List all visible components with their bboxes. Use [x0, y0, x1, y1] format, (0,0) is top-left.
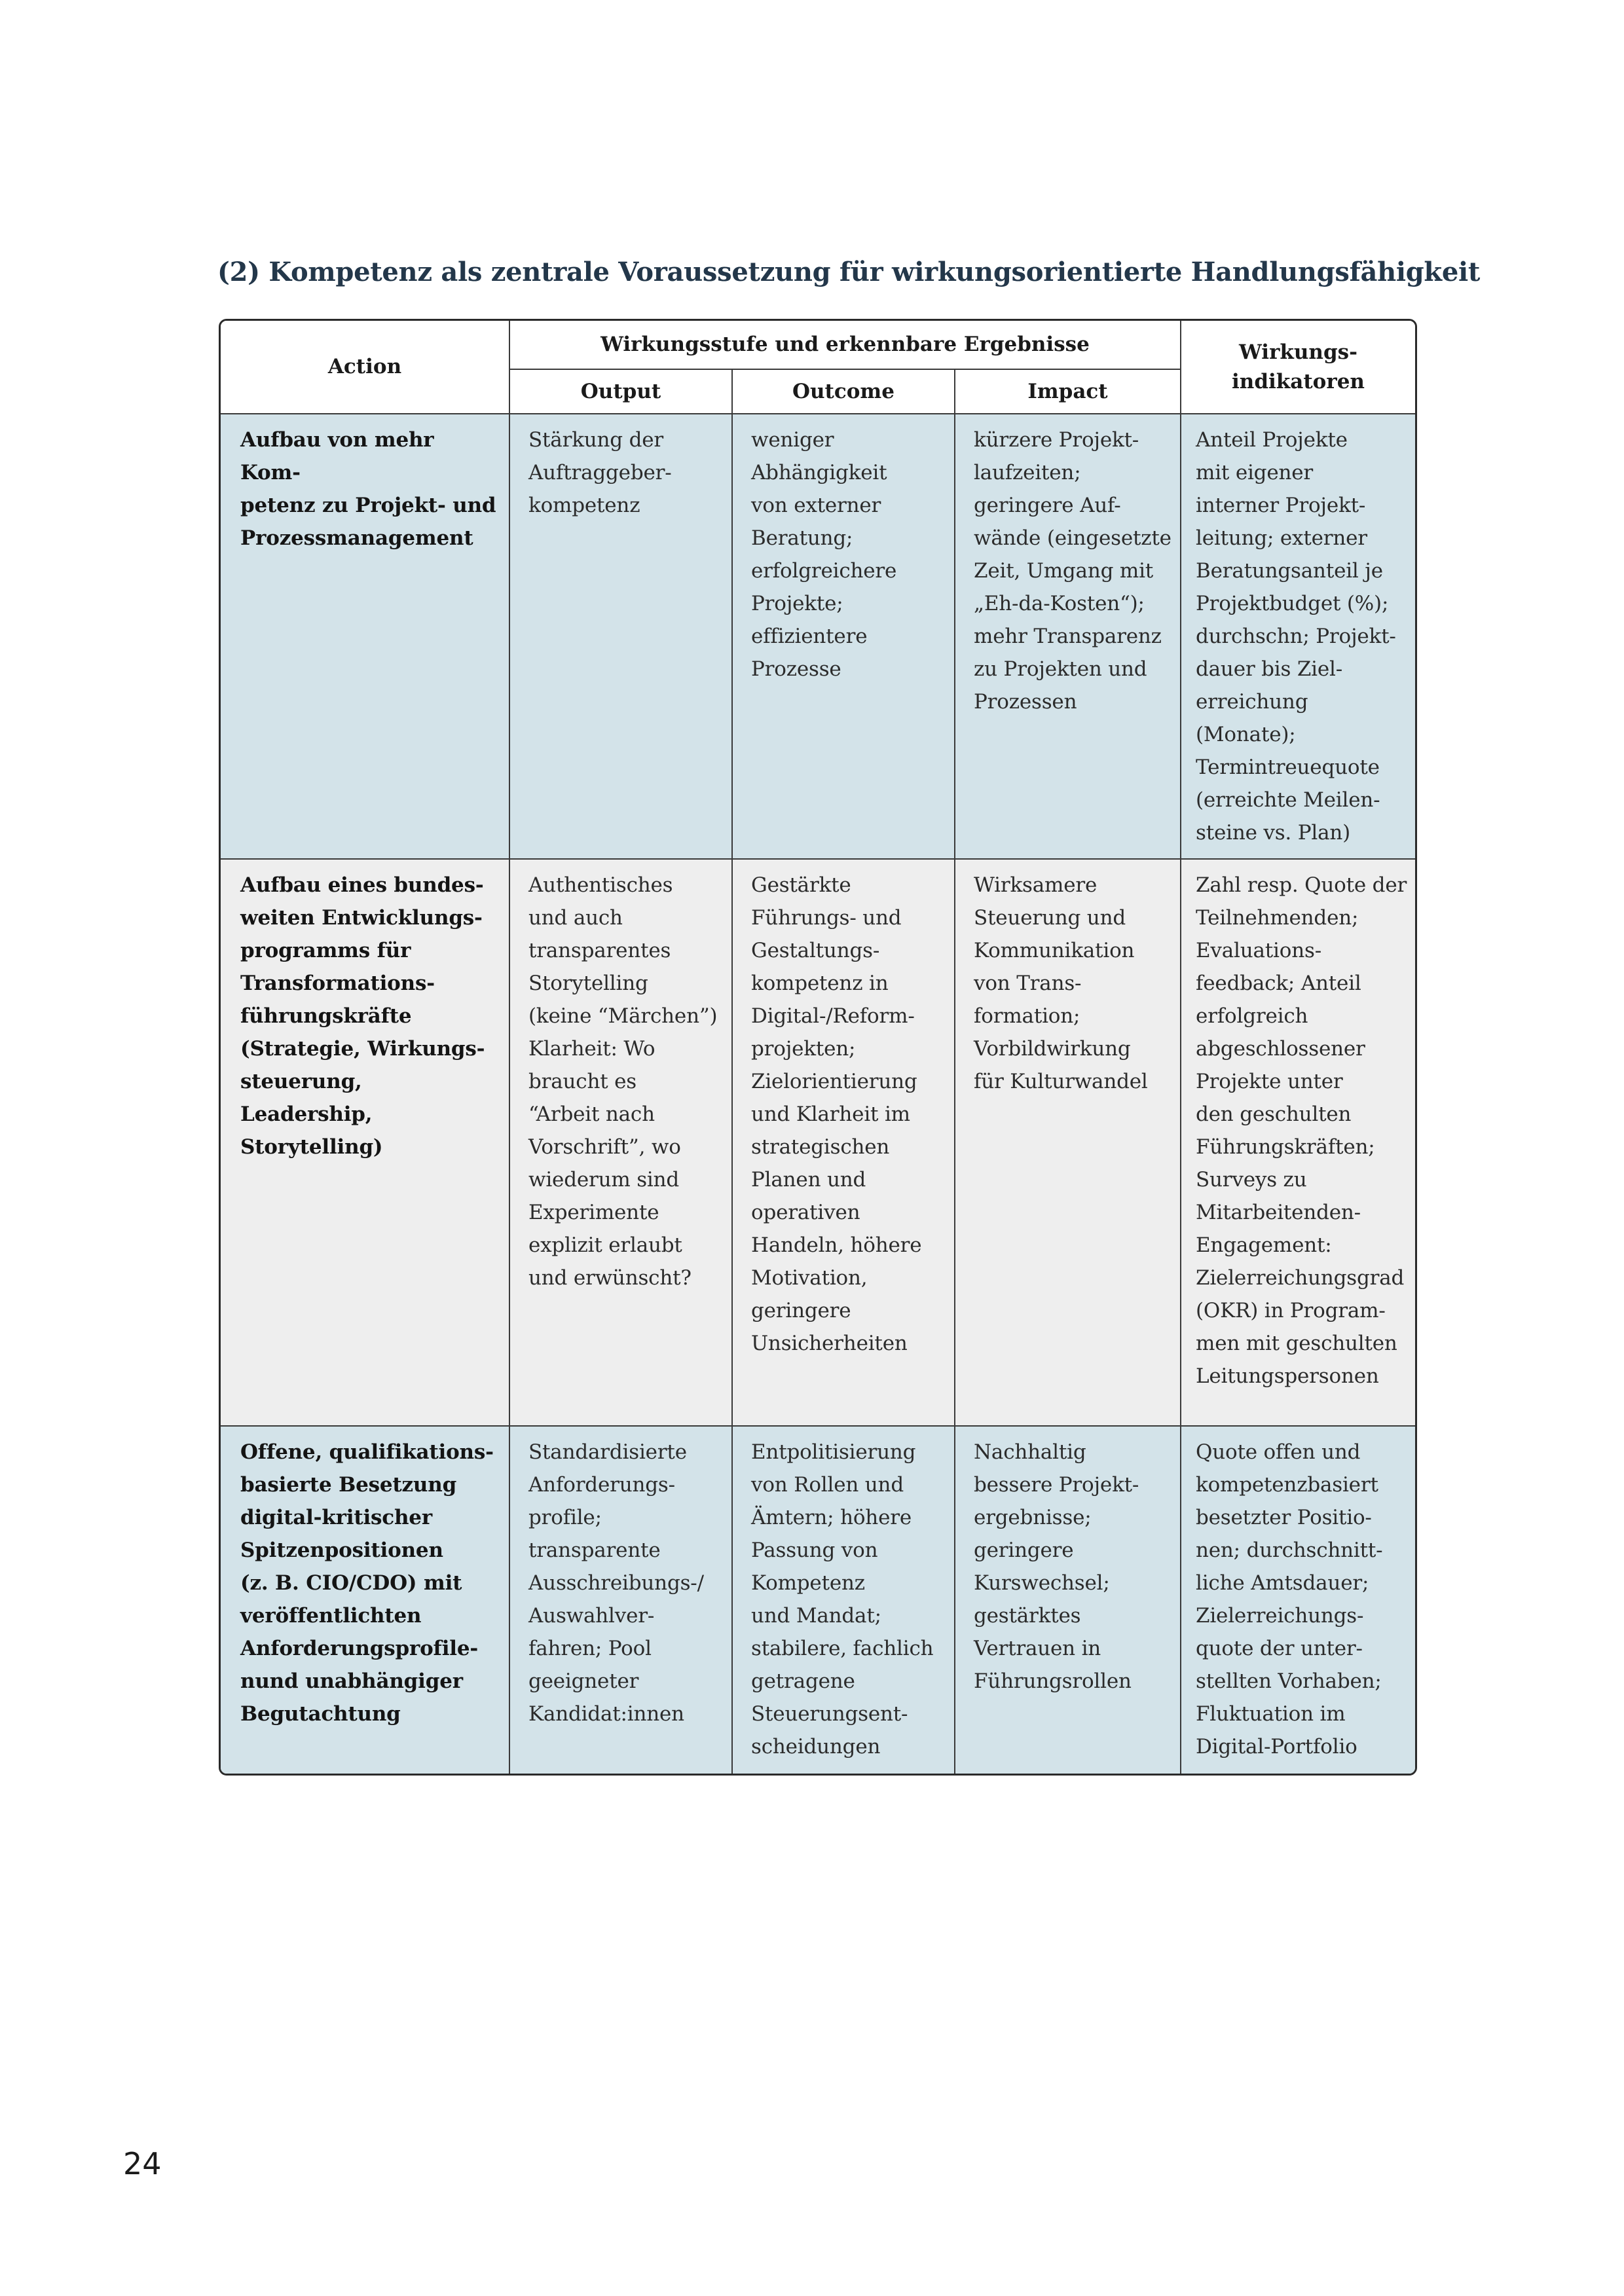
- row-outcome: Gestärkte Führungs- und Gestaltungs- kompetenz in Digital-/Reform- projekten; Zielorientierung und Klarheit im strategischen Planen und operativen Handeln, höhere Motivation, geringere Unsicherheiten: [732, 859, 955, 1426]
- row-action: Aufbau von mehr Kom- petenz zu Projekt- und Prozessmanagement: [221, 414, 509, 859]
- row-impact: Nachhaltig bessere Projekt- ergebnisse; geringere Kurswechsel; gestärktes Vertrauen in Führungsrollen: [955, 1426, 1181, 1776]
- table-row: [221, 859, 1415, 1426]
- header-outcome: Outcome: [732, 369, 955, 414]
- header-group-results: Wirkungsstufe und erkennbare Ergebnisse: [509, 321, 1181, 369]
- row-impact: Wirksamere Steuerung und Kommunikation von Trans- formation; Vorbildwirkung für Kulturwandel: [955, 859, 1181, 1426]
- page-number: 24: [123, 2146, 162, 2181]
- page-title: (2) Kompetenz als zentrale Voraussetzung für wirkungsorientierte Handlungsfähigkeit: [217, 257, 1481, 287]
- row-indicators: Quote offen und kompetenzbasiert besetzter Positio- nen; durchschnitt- liche Amtsdauer; Zielerreichungs- quote der unter- stellten Vorhaben; Fluktuation im Digital-Portfolio: [1181, 1426, 1415, 1776]
- row-indicators: Zahl resp. Quote der Teilnehmenden; Evaluations- feedback; Anteil erfolgreich abgeschlossener Projekte unter den geschulten Führungskräften; Surveys zu Mitarbeitenden- Engagement: Zielerreichungsgrad (OKR) in Program- men mit geschulten Leitungspersonen: [1181, 859, 1415, 1426]
- row-action: Offene, qualifikations- basierte Besetzung digital-kritischer Spitzenpositionen (z. B. CIO/CDO) mit veröffentlichten Anforderungsprofile- nund unabhängiger Begutachtung: [221, 1426, 509, 1776]
- row-output: Authentisches und auch transparentes Storytelling (keine “Märchen”) Klarheit: Wo braucht es “Arbeit nach Vorschrift”, wo wiederum sind Experimente explizit erlaubt und erwünscht?: [509, 859, 732, 1426]
- table-row: [221, 414, 1415, 859]
- header-action: Action: [221, 321, 509, 414]
- row-impact: kürzere Projekt- laufzeiten; geringere Auf- wände (eingesetzte Zeit, Umgang mit „Eh-da-Kosten“); mehr Transparenz zu Projekten und Prozessen: [955, 414, 1181, 859]
- impact-table-frame: [219, 319, 1417, 1776]
- header-indicators: Wirkungs- indikatoren: [1181, 321, 1415, 414]
- header-output: Output: [509, 369, 732, 414]
- table-row: [221, 1426, 1415, 1776]
- row-outcome: weniger Abhängigkeit von externer Beratung; erfolgreichere Projekte; effizientere Prozesse: [732, 414, 955, 859]
- impact-table: [221, 321, 1415, 1776]
- header-impact: Impact: [955, 369, 1181, 414]
- row-indicators: Anteil Projekte mit eigener interner Projekt- leitung; externer Beratungsanteil je Projektbudget (%); durchschn; Projekt- dauer bis Ziel- erreichung (Monate); Termintreuequote (erreichte Meilen- steine vs. Plan): [1181, 414, 1415, 859]
- row-action: Aufbau eines bundes- weiten Entwicklungs- programms für Transformations- führungskräfte (Strategie, Wirkungs- steuerung, Leadership, Storytelling): [221, 859, 509, 1426]
- row-output: Stärkung der Auftraggeber- kompetenz: [509, 414, 732, 859]
- row-outcome: Entpolitisierung von Rollen und Ämtern; höhere Passung von Kompetenz und Mandat; stabilere, fachlich getragene Steuerungsent- scheidungen: [732, 1426, 955, 1776]
- row-output: Standardisierte Anforderungs- profile; transparente Ausschreibungs-/ Auswahlver- fahren; Pool geeigneter Kandidat:innen: [509, 1426, 732, 1776]
